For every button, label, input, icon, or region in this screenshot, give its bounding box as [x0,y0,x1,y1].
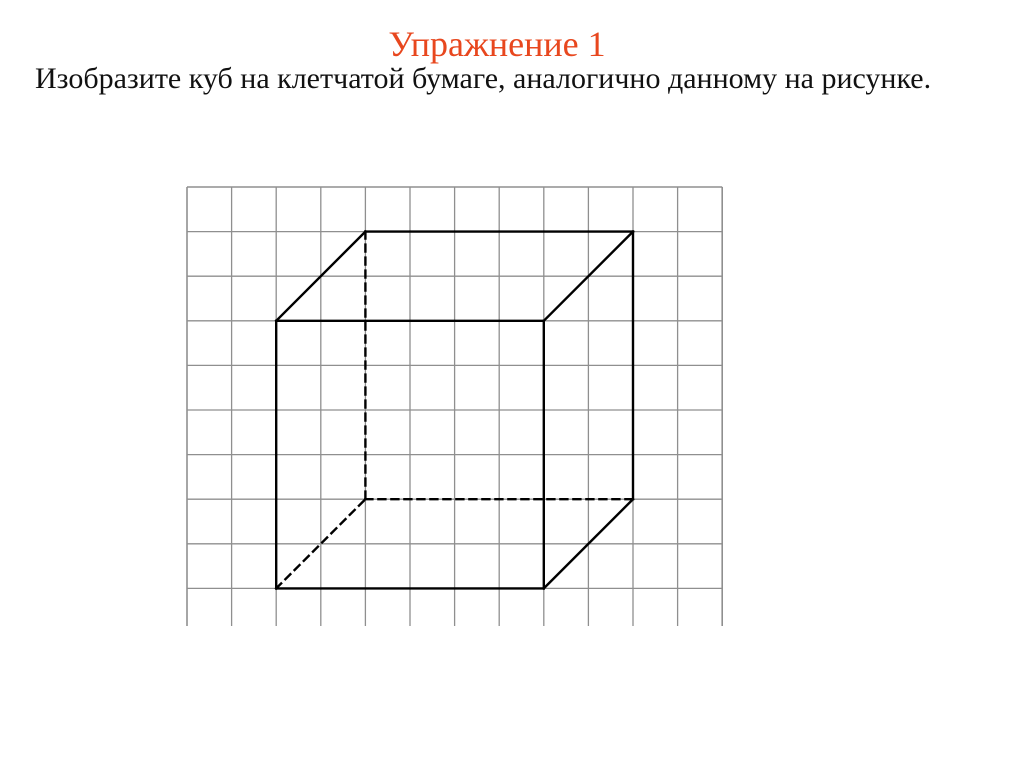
cube-grid-svg [184,184,726,626]
exercise-text: Изобразите куб на клетчатой бумаге, аналогично данному на рисунке. [35,62,932,95]
cube-on-grid-figure [184,184,726,626]
slide-title: Упражнение 1 [388,24,606,64]
grid-paper [187,187,722,626]
